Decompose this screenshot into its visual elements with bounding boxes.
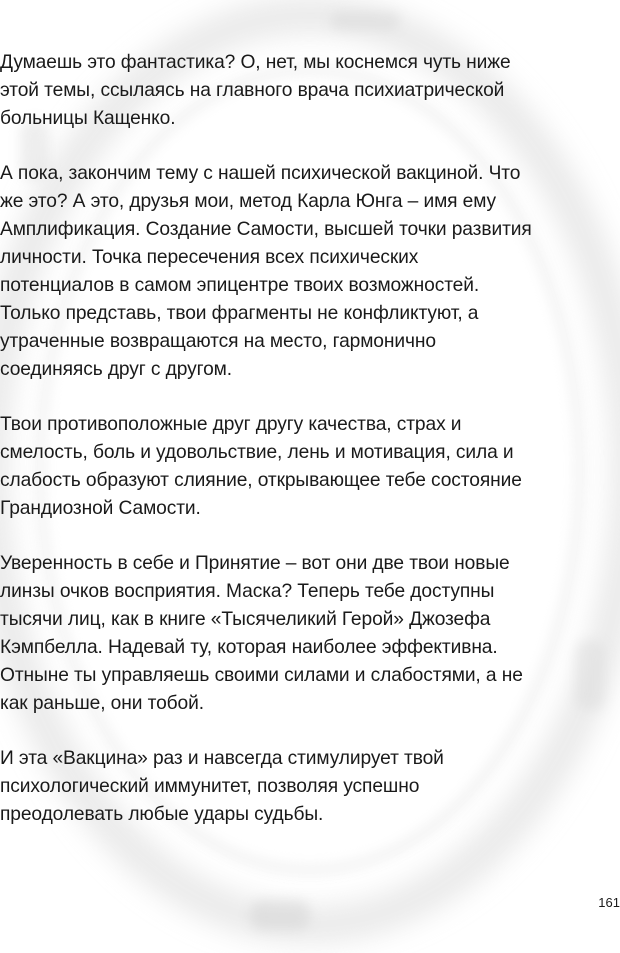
text-line: как раньше, они тобой. [0, 693, 204, 714]
text-line: психологический иммунитет, позволяя успешно [0, 776, 420, 797]
paragraph-2 [0, 160, 616, 384]
text-line: тысячи лиц, как в книге «Тысячеликий Герой» Джозефа [0, 609, 491, 630]
paragraph-4 [0, 550, 616, 718]
text-line: Отныне ты управляешь своими силами и слабостями, а не [0, 665, 523, 686]
text-line: Только представь, твои фрагменты не конфликтуют, а [0, 303, 479, 324]
text-line: Уверенность в себе и Принятие – вот они две твои новые [0, 553, 510, 574]
text-line: утраченные возвращаются на место, гармонично [0, 331, 436, 352]
text-line: А пока, закончим тему с нашей психической вакциной. Что [0, 163, 521, 184]
paragraph-3 [0, 411, 616, 523]
text-line: линзы очков восприятия. Маска? Теперь тебе доступны [0, 581, 495, 602]
text-line: личности. Точка пересечения всех психических [0, 247, 419, 268]
text-line: слабость образуют слияние, открывающее тебе состояние [0, 470, 522, 491]
text-line: потенциалов в самом эпицентре твоих возможностей. [0, 275, 480, 296]
text-line: Кэмпбелла. Надевай ту, которая наиболее эффективна. [0, 637, 498, 658]
text-line: Думаешь это фантастика? О, нет, мы коснемся чуть ниже [0, 52, 511, 73]
text-line: же это? А это, друзья мои, метод Карла Юнга – имя ему [0, 191, 497, 212]
text-line: соединяясь друг с другом. [0, 359, 232, 380]
text-line: этой темы, ссылаясь на главного врача психиатрической [0, 80, 505, 101]
text-line: смелость, боль и удовольствие, лень и мотивация, сила и [0, 442, 514, 463]
text-line: И эта «Вакцина» раз и навсегда стимулирует твой [0, 748, 444, 769]
paragraph-1 [0, 49, 616, 133]
text-line: преодолевать любые удары судьбы. [0, 804, 324, 825]
page-body [0, 49, 616, 856]
page-number: 161 [598, 895, 620, 910]
paragraph-5 [0, 745, 616, 829]
text-line: больницы Кащенко. [0, 108, 176, 129]
text-line: Грандиозной Самости. [0, 498, 201, 519]
text-line: Амплификация. Создание Самости, высшей точки развития [0, 219, 532, 240]
text-line: Твои противоположные друг другу качества, страх и [0, 414, 462, 435]
